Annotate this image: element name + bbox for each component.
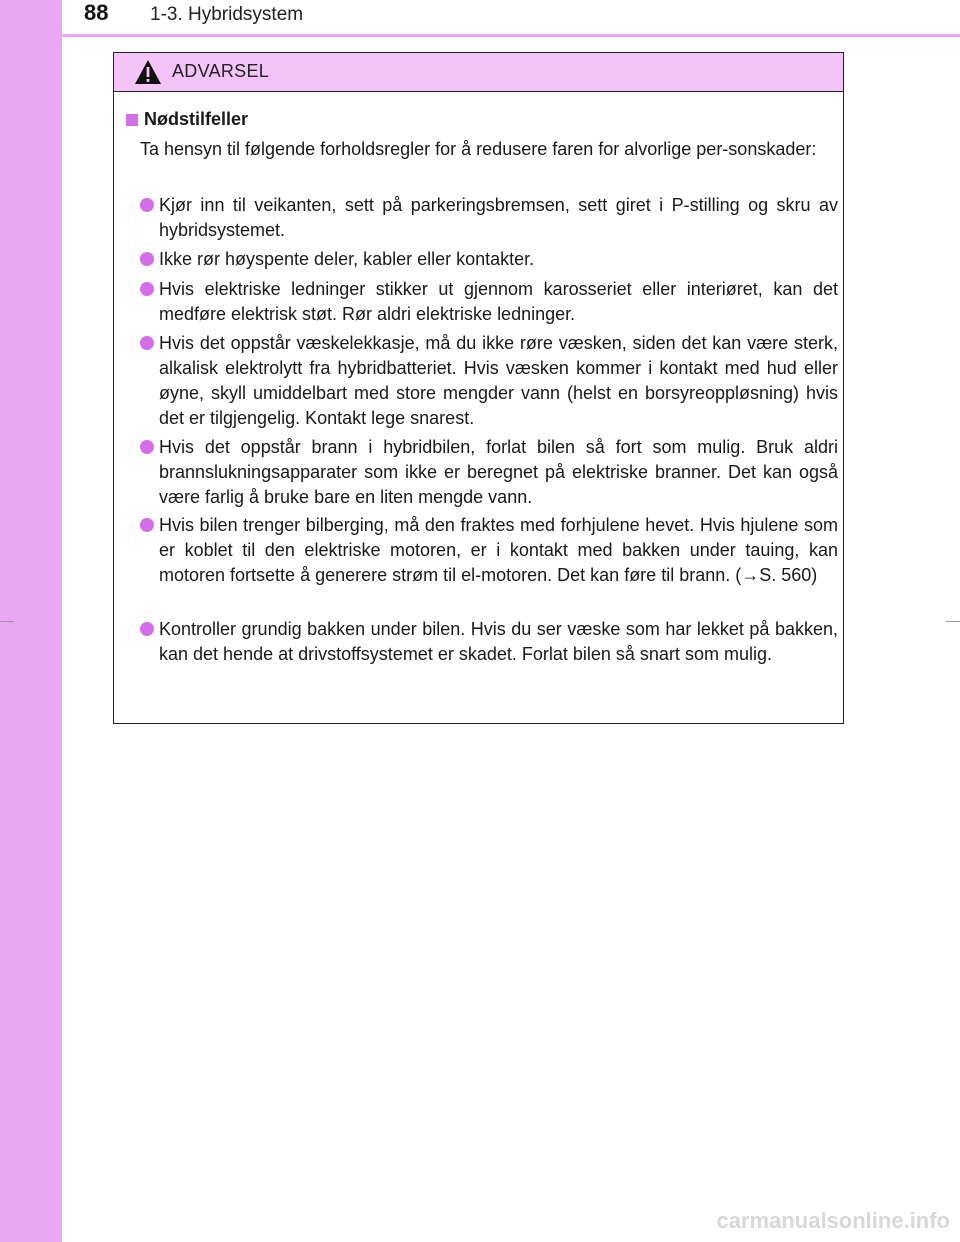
list-item	[140, 247, 838, 272]
bullet-dot-icon	[140, 252, 154, 266]
bullet-dot-icon	[140, 198, 154, 212]
list-item-text: Kjør inn til veikanten, sett på parkeringsbremsen, sett giret i P-stilling og skru av hybridsystemet.	[159, 195, 838, 240]
warning-header	[114, 53, 843, 92]
square-bullet-icon	[126, 114, 138, 126]
bullet-dot-icon	[140, 282, 154, 296]
warning-triangle-icon	[134, 59, 162, 85]
page-number: 88	[84, 0, 109, 25]
list-item-text: Hvis bilen trenger bilberging, må den fraktes med forhjulene hevet. Hvis hjulene som er koblet til den elektriske motoren, er i kontakt med bakken under tauing, kan motoren fortsette å generere strøm til el-motoren. Det kan føre til brann. (→S. 560)	[159, 515, 838, 585]
list-item-text: Hvis det oppstår væskelekkasje, må du ikke røre væsken, siden det kan være sterk, alkalisk elektrolytt fra hybridbatteriet. Hvis væsken kommer i kontakt med hud eller øyne, skyll umiddelbart med store mengder vann (helst en borsyreoppløsning) hvis det er tilgjengelig. Kontakt lege snarest.	[159, 333, 838, 428]
list-item	[140, 617, 838, 667]
crop-mark-right	[946, 621, 960, 622]
list-item	[140, 513, 838, 588]
intro-paragraph: Ta hensyn til følgende forholdsregler for å redusere faren for alvorlige per-sonskader:	[140, 139, 817, 159]
list-item-text: Hvis det oppstår brann i hybridbilen, forlat bilen så fort som mulig. Bruk aldri brannslukningsapparater som ikke er beregnet på elektriske branner. Det kan også være farlig å bruke bare en liten mengde vann.	[159, 437, 838, 507]
list-item	[140, 331, 838, 431]
list-item-text: Kontroller grundig bakken under bilen. Hvis du ser væske som har lekket på bakken, kan det hende at drivstoffsystemet er skadet. Forlat bilen så snart som mulig.	[159, 619, 838, 664]
list-item-text: Hvis elektriske ledninger stikker ut gjennom karosseriet eller interiøret, kan det medføre elektrisk støt. Rør aldri elektriske ledninger.	[159, 279, 838, 324]
bullet-dot-icon	[140, 336, 154, 350]
bullet-dot-icon	[140, 440, 154, 454]
warning-label: ADVARSEL	[172, 61, 270, 81]
subheading-text: Nødstilfeller	[144, 109, 249, 129]
bullet-dot-icon	[140, 622, 154, 636]
list-item	[140, 193, 838, 243]
warning-subheading	[126, 109, 248, 130]
list-item-text: Ikke rør høyspente deler, kabler eller kontakter.	[159, 249, 535, 269]
section-title: 1-3. Hybridsystem	[150, 4, 304, 25]
list-item	[140, 277, 838, 327]
header-divider	[0, 34, 960, 37]
warning-box	[113, 52, 844, 724]
list-item	[140, 435, 838, 510]
watermark: carmanualsonline.info	[716, 1208, 950, 1233]
crop-mark-left	[0, 621, 14, 622]
bullet-dot-icon	[140, 518, 154, 532]
